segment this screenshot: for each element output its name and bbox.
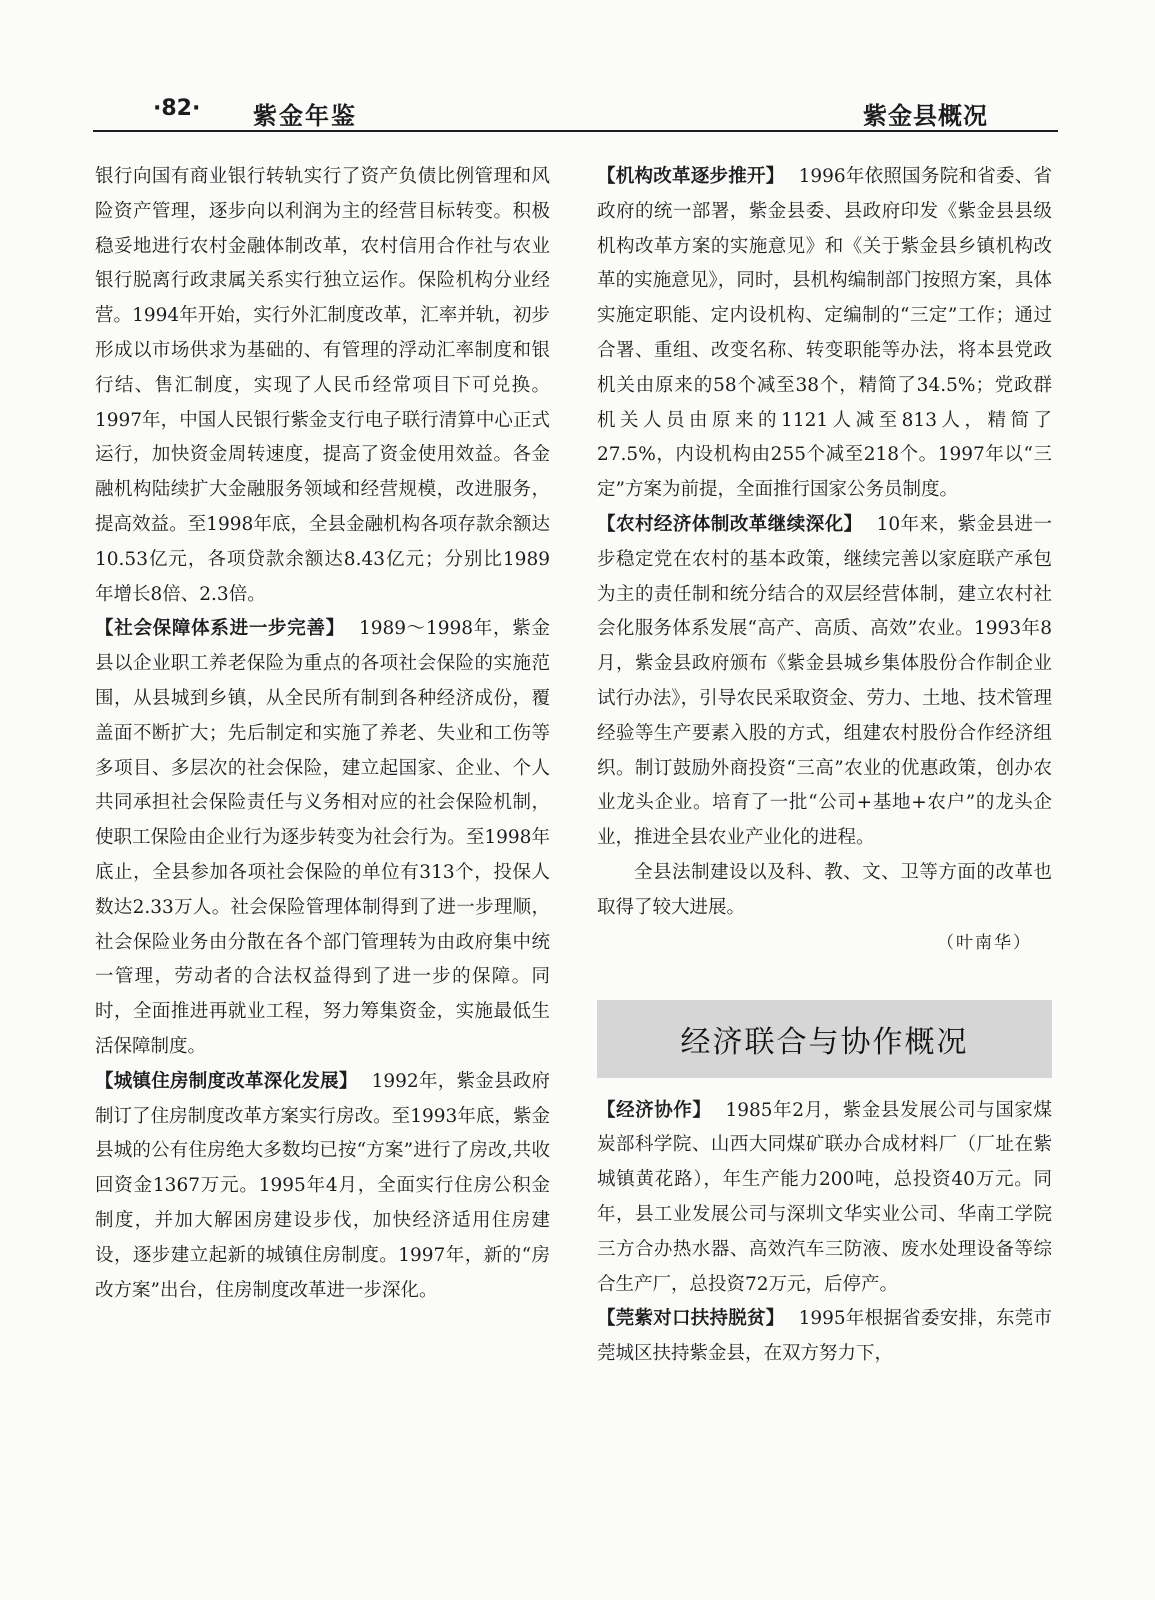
section-title: 紫金县概况: [863, 102, 988, 130]
section-banner: 经济联合与协作概况: [597, 1000, 1052, 1078]
paragraph-housing-reform: [95, 1065, 550, 1309]
heading-housing-reform: 【城镇住房制度改革深化发展】: [95, 1070, 358, 1092]
left-column: [95, 160, 550, 1308]
paragraph-institution-reform: [597, 160, 1052, 508]
text-social-security: 1989～1998年，紫金县以企业职工养老保险为重点的各项社会保险的实施范围，从县城到乡镇，从全民所有制到各种经济成份，覆盖面不断扩大；先后制定和实施了养老、失业和工伤等多项目、多层次的社会保险，建立起国家、企业、个人共同承担社会保险责任与义务相对应的社会保险机制，使职工保险由企业行为逐步转变为社会行为。至1998年底止，全县参加各项社会保险的单位有313个，投保人数达2.33万人。社会保险管理体制得到了进一步理顺，社会保险业务由分散在各个部门管理转为由政府集中统一管理，劳动者的合法权益得到了进一步的保障。同时，全面推进再就业工程，努力筹集资金，实施最低生活保障制度。: [95, 618, 550, 1057]
heading-economic-cooperation: 【经济协作】: [597, 1099, 712, 1121]
book-title: 紫金年鉴: [253, 102, 357, 130]
paragraph-finance: 银行向国有商业银行转轨实行了资产负债比例管理和风险资产管理，逐步向以利润为主的经营目标转变。积极稳妥地进行农村金融体制改革，农村信用合作社与农业银行脱离行政隶属关系实行独立运作。保险机构分业经营。1994年开始，实行外汇制度改革，汇率并轨，初步形成以市场供求为基础的、有管理的浮动汇率制度和银行结、售汇制度，实现了人民币经常项目下可兑换。1997年，中国人民银行紫金支行电子联行清算中心正式运行，加快资金周转速度，提高了资金使用效益。各金融机构陆续扩大金融服务领域和经营规模，改进服务，提高效益。至1998年底，全县金融机构各项存款余额达10.53亿元，各项贷款余额达8.43亿元；分别比1989年增长8倍、2.3倍。: [95, 166, 550, 605]
paragraph-poverty-aid: [597, 1302, 1052, 1372]
right-column: [597, 160, 1052, 1372]
text-economic-cooperation: 1985年2月，紫金县发展公司与国家煤炭部科学院、山西大同煤矿联办合成材料厂（厂址在紫城镇黄花路），年生产能力200吨，总投资40万元。同年，县工业发展公司与深圳文华实业公司、华南工学院三方合办热水器、高效汽车三防液、废水处理设备等综合生产厂，总投资72万元，后停产。: [597, 1099, 1052, 1295]
paragraph-rural-reform: [597, 508, 1052, 856]
page-header: [93, 96, 1058, 132]
page-number: ·82·: [153, 96, 201, 121]
heading-social-security: 【社会保障体系进一步完善】: [95, 618, 345, 640]
paragraph-economic-cooperation: [597, 1094, 1052, 1303]
heading-rural-reform: 【农村经济体制改革继续深化】: [597, 513, 863, 535]
heading-institution-reform: 【机构改革逐步推开】: [597, 166, 785, 187]
heading-poverty-aid: 【莞紫对口扶持脱贫】: [597, 1308, 785, 1330]
text-poverty-aid: 1995年根据省委安排，东莞市莞城区扶持紫金县，在双方努力下，: [597, 1308, 1052, 1365]
paragraph-social-security: [95, 612, 550, 1064]
paragraph-legal-progress: 全县法制建设以及科、教、文、卫等方面的改革也取得了较大进展。: [597, 861, 1052, 918]
text-rural-reform: 10年来，紫金县进一步稳定党在农村的基本政策，继续完善以家庭联产承包为主的责任制和统分结合的双层经营体制，建立农村社会化服务体系发展“高产、高质、高效”农业。1993年8月，紫金县政府颁布《紫金县城乡集体股份合作制企业试行办法》，引导农民采取资金、劳力、土地、技术管理经验等生产要素入股的方式，组建农村股份合作经济组织。制订鼓励外商投资“三高”农业的优惠政策，创办农业龙头企业。培育了一批“公司+基地+农户”的龙头企业，推进全县农业产业化的进程。: [597, 513, 1052, 849]
text-institution-reform: 1996年依照国务院和省委、省政府的统一部署，紫金县委、县政府印发《紫金县县级机构改革方案的实施意见》和《关于紫金县乡镇机构改革的实施意见》，同时，县机构编制部门按照方案，具体实施定职能、定内设机构、定编制的“三定”工作；通过合署、重组、改变名称、转变职能等办法，将本县党政机关由原来的58个减至38个，精简了34.5%；党政群机关人员由原来的1121人减至813人，精简了27.5%，内设机构由255个减至218个。1997年以“三定”方案为前提，全面推行国家公务员制度。: [597, 166, 1052, 501]
text-housing-reform: 1992年，紫金县政府制订了住房制度改革方案实行房改。至1993年底，紫金县城的公有住房绝大多数均已按“方案”进行了房改,共收回资金1367万元。1995年4月，全面实行住房公积金制度，并加大解困房建设步伐，加快经济适用住房建设，逐步建立起新的城镇住房制度。1997年，新的“房改方案”出台，住房制度改革进一步深化。: [95, 1070, 550, 1301]
author-credit: （叶南华）: [937, 932, 1032, 953]
